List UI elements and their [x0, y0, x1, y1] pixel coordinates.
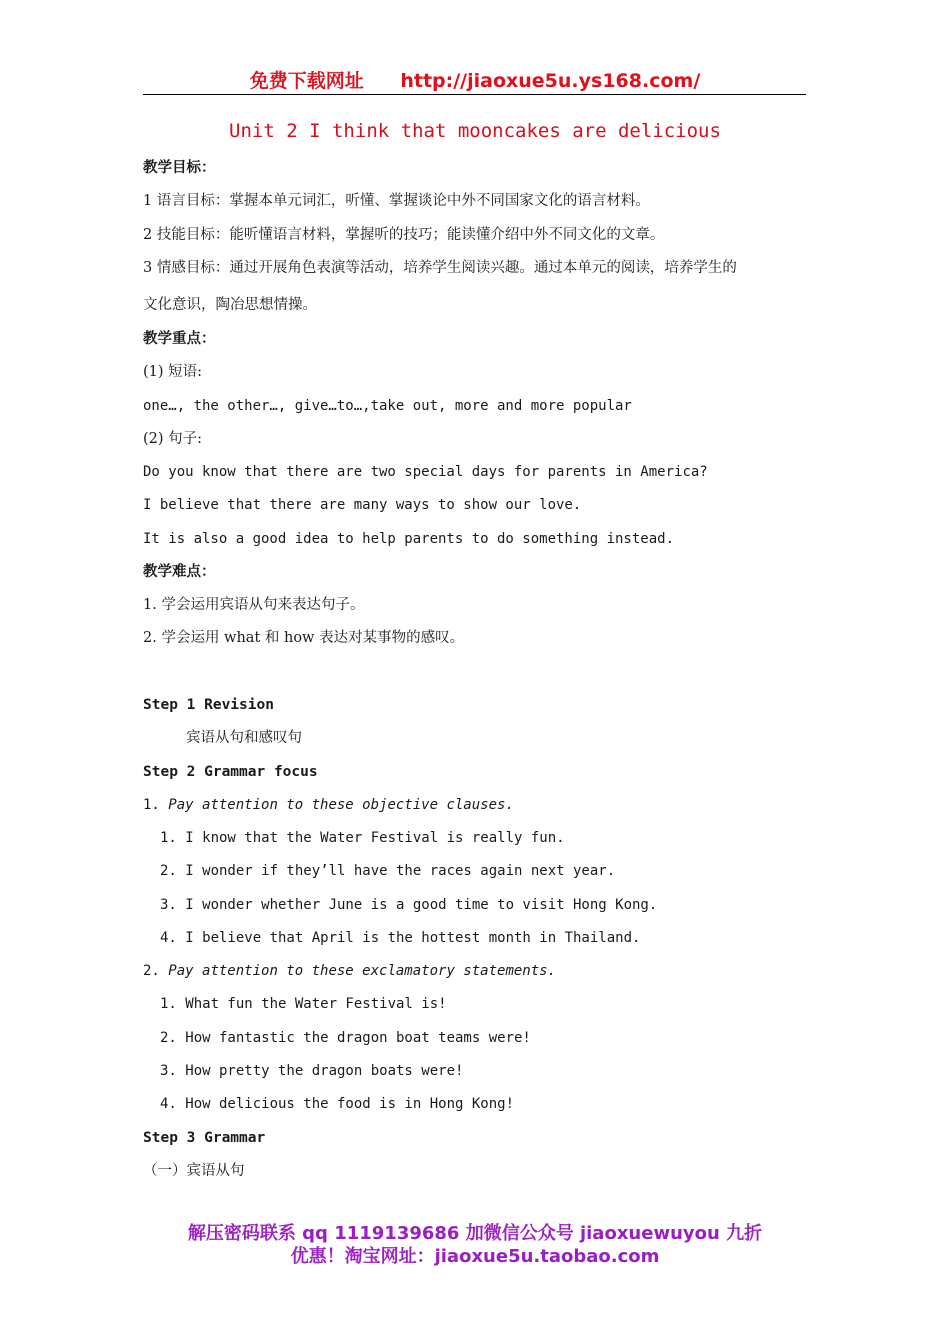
- step1-title: Step 1 Revision: [143, 697, 274, 713]
- clause-item: 1. I know that the Water Festival is really fun.: [160, 830, 565, 846]
- phrases-text: one…, the other…, give…to…,take out, more and more popular: [143, 398, 632, 414]
- step2-title: Step 2 Grammar focus: [143, 764, 318, 780]
- clause-item: 2. I wonder if they’ll have the races again next year.: [160, 863, 616, 879]
- part2-text: Pay attention to these exclamatory statements.: [168, 963, 557, 979]
- step3-title: Step 3 Grammar: [143, 1130, 266, 1146]
- footer-line2[interactable]: 优惠！淘宝网址：jiaoxue5u.taobao.com: [290, 1246, 660, 1267]
- sentence-item: I believe that there are many ways to show our love.: [143, 497, 582, 513]
- exclamation-item: 2. How fantastic the dragon boat teams were!: [160, 1030, 531, 1046]
- key-points-heading: 教学重点：: [143, 331, 216, 347]
- difficulty-item: 2. 学会运用 what 和 how 表达对某事物的感叹。: [143, 630, 465, 646]
- sentence-item: Do you know that there are two special days for parents in America?: [143, 464, 708, 480]
- difficulties-heading: 教学难点：: [143, 564, 216, 580]
- download-banner: [0, 66, 950, 93]
- part1-label: 1.: [143, 797, 169, 813]
- objective-item: 2 技能目标：能听懂语言材料，掌握听的技巧；能读懂介绍中外不同文化的文章。: [143, 227, 665, 243]
- objective-item: 3 情感目标：通过开展角色表演等活动，培养学生阅读兴趣。通过本单元的阅读，培养学生的: [143, 260, 737, 276]
- difficulty-item: 1. 学会运用宾语从句来表达句子。: [143, 597, 365, 613]
- step2-part1: [143, 795, 514, 815]
- download-link[interactable]: http://jiaoxue5u.ys168.com/: [400, 70, 701, 92]
- exclamation-item: 4. How delicious the food is in Hong Kong!: [160, 1096, 515, 1112]
- step1-content: 宾语从句和感叹句: [186, 730, 302, 746]
- clause-item: 3. I wonder whether June is a good time to visit Hong Kong.: [160, 897, 658, 913]
- objective-item: 文化意识，陶冶思想情操。: [143, 297, 317, 313]
- step2-part2: [143, 961, 556, 981]
- sentences-label: (2) 句子:: [143, 431, 203, 447]
- exclamation-item: 3. How pretty the dragon boats were!: [160, 1063, 464, 1079]
- part1-text: Pay attention to these objective clauses.: [168, 797, 514, 813]
- objectives-heading: 教学目标：: [143, 160, 216, 176]
- exclamation-item: 1. What fun the Water Festival is!: [160, 996, 447, 1012]
- page-title: Unit 2 I think that mooncakes are delicious: [229, 120, 721, 142]
- step3-sub: （一）宾语从句: [143, 1163, 245, 1179]
- phrases-label: (1) 短语:: [143, 364, 203, 380]
- objective-item: 1 语言目标：掌握本单元词汇，听懂、掌握谈论中外不同国家文化的语言材料。: [143, 193, 650, 209]
- header-divider: [143, 94, 806, 95]
- download-label: 免费下载网址: [249, 70, 364, 92]
- clause-item: 4. I believe that April is the hottest month in Thailand.: [160, 930, 641, 946]
- footer-line1: 解压密码联系 qq 1119139686 加微信公众号 jiaoxuewuyou 九折: [187, 1223, 763, 1244]
- part2-label: 2.: [143, 963, 169, 979]
- sentence-item: It is also a good idea to help parents to do something instead.: [143, 531, 675, 547]
